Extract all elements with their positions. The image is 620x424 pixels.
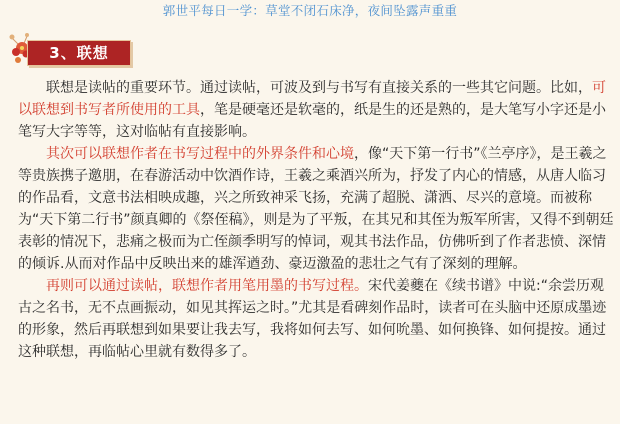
paragraph-text: 宋代姜夔在《续书谱》中说:“余尝历观古之名书，无不点画振动，如见其挥运之时。”尤其是看碑刻作品时，读者可在头脑中还原成墨迹的形象，然后再联想到如果要让我去写，我将如何去写、如何吮墨、如何换锋、如何提按。通过这种联想，再临帖心里就有数得多了。: [18, 278, 607, 360]
highlighted-text: 可以联想到书写者所使用的工具: [18, 80, 606, 118]
paragraph-text: ，笔是硬毫还是软毫的，纸是生的还是熟的，是大笔写小字还是小笔写大字等等，这对临帖有直接影响。: [18, 102, 606, 140]
section-heading: [8, 32, 608, 72]
page-header-banner: [0, 0, 620, 26]
paragraph: [18, 77, 615, 143]
paragraph-text: ，像“天下第一行书”《兰亭序》，是王羲之等贵族携子邀朋，在春游活动中饮酒作诗，王羲之乘酒兴所为，抒发了内心的情感，从唐人临习的作品看，文意书法相映成趣，兴之所致神采飞扬，充满了超脱、潇洒、尽兴的意境。而被称为“天下第二行书”颜真卿的《祭侄稿》，则是为了平叛，在其兄和其侄为叛军所害，又得不到朝廷表彰的情况下，悲痛之极而为亡侄颜季明写的悼词，观其书法作品，仿佛听到了作者悲愤、深情的倾诉.从而对作品中反映出来的雄浑遒劲、豪迈激盈的悲壮之气有了深刻的理解。: [18, 146, 614, 272]
highlighted-text: 其次可以联想作者在书写过程中的外界条件和心境: [46, 146, 354, 162]
paragraph: [18, 143, 615, 275]
header-text: 郭世平每日一学：草堂不闭石床净，夜间坠露声重重: [162, 3, 458, 18]
article-body: [18, 77, 615, 363]
paragraph-text: 联想是读帖的重要环节。通过读帖，可波及到与书写有直接关系的一些其它问题。比如，: [46, 80, 592, 96]
section-title: 3、联想: [49, 44, 109, 62]
section-title-box: [27, 40, 131, 66]
highlighted-text: 再则可以通过读帖，联想作者用笔用墨的书写过程。: [46, 278, 368, 294]
paragraph: [18, 275, 615, 363]
